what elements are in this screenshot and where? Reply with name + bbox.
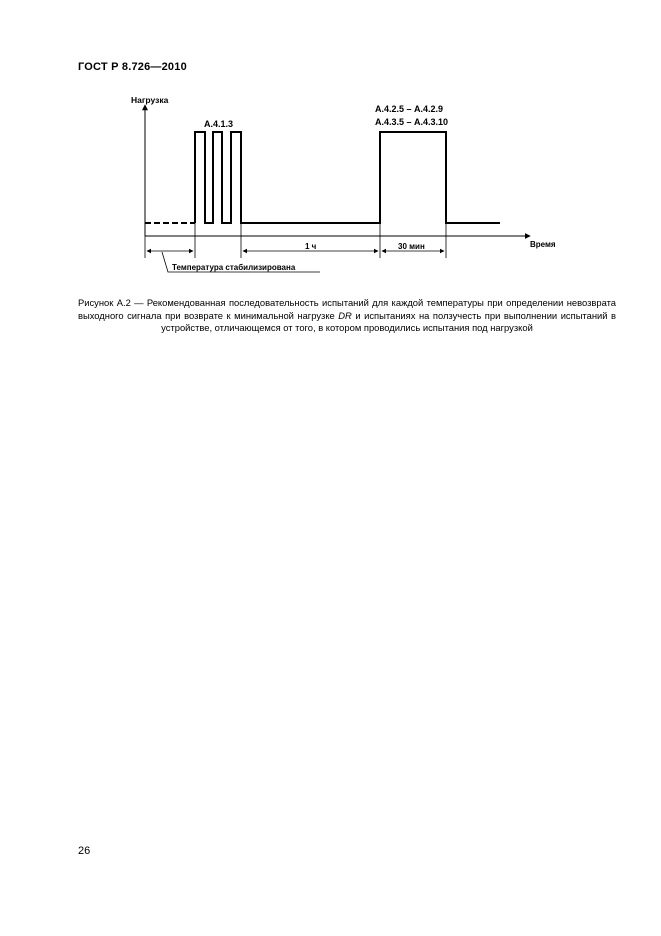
interval-30min-label: 30 мин <box>398 242 425 251</box>
stabilization-note: Температура стабилизирована <box>172 263 296 272</box>
test-sequence-diagram <box>0 0 661 290</box>
load-curve <box>195 132 500 223</box>
block-label-line1: А.4.2.5 – А.4.2.9 <box>375 104 444 114</box>
block-label-line2: А.4.3.5 – А.4.3.10 <box>375 117 449 127</box>
document-header: ГОСТ Р 8.726—2010 <box>78 61 187 73</box>
caption-text-2: и испытаниях на ползучесть при выполнении испытаний в устройстве, отличающемся от того, в котором проводились испытания под нагрузкой <box>161 309 616 334</box>
x-axis-label: Время <box>530 240 556 249</box>
page-number: 26 <box>78 845 91 857</box>
y-axis-label: Нагрузка <box>131 95 169 105</box>
pulses-label: А.4.1.3 <box>204 119 234 129</box>
figure-caption <box>78 297 616 335</box>
caption-italic-dr: DR <box>338 309 352 321</box>
interval-hour-label: 1 ч <box>305 242 317 251</box>
caption-text-1: Рисунок А.2 — Рекомендованная последовательность испытаний для каждой температуры при определении невозврата выходного сигнала при возврате к минимальной нагрузке <box>78 297 616 321</box>
